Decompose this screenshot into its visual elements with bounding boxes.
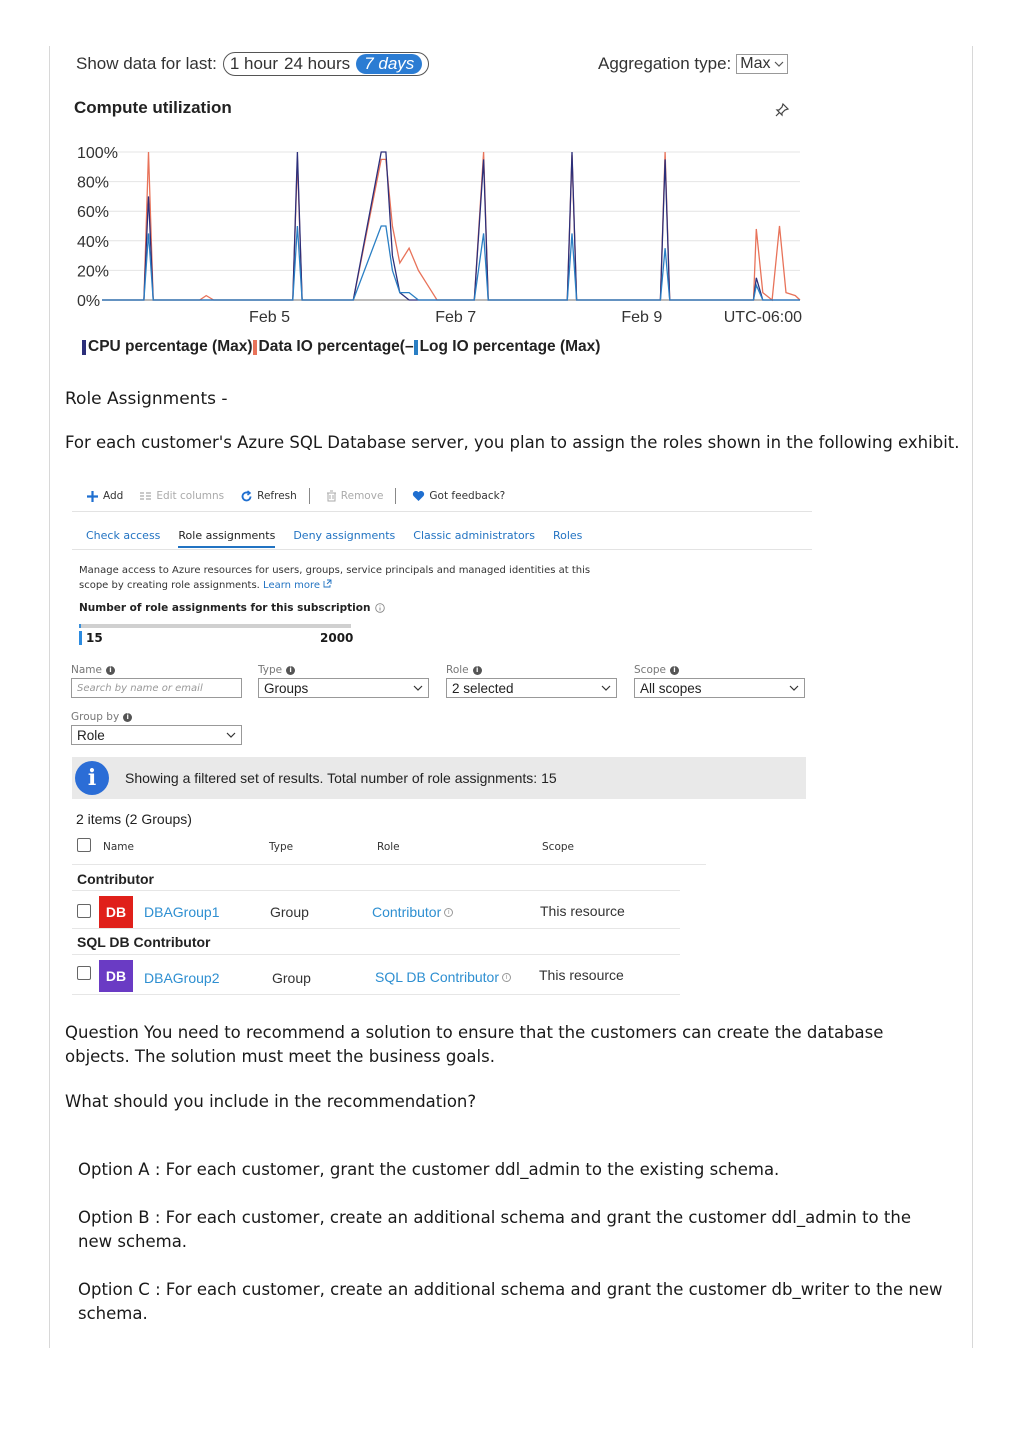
description-text bbox=[79, 563, 599, 593]
items-summary: 2 items (2 Groups) bbox=[76, 811, 192, 827]
toolbar-divider-line bbox=[72, 511, 812, 512]
y-tick-label: 40% bbox=[77, 233, 110, 251]
info-icon: i bbox=[286, 666, 295, 675]
info-icon: i bbox=[670, 666, 679, 675]
y-tick-label: 0% bbox=[77, 293, 101, 310]
tab-deny-assignments[interactable]: Deny assignments bbox=[293, 529, 396, 542]
column-header-role[interactable]: Role bbox=[377, 841, 400, 853]
y-tick-label: 20% bbox=[77, 263, 110, 281]
compute-utilization-panel bbox=[60, 46, 820, 376]
refresh-button[interactable] bbox=[240, 490, 297, 503]
role-assignments-panel bbox=[66, 478, 816, 1003]
filtered-results-banner bbox=[72, 757, 806, 799]
edit-columns-label: Edit columns bbox=[156, 490, 225, 502]
assignee-type: Group bbox=[270, 904, 309, 920]
type-filter-label bbox=[258, 664, 295, 676]
role-filter-value: 2 selected bbox=[452, 680, 514, 696]
group-avatar-icon: DB bbox=[99, 896, 133, 928]
row-divider bbox=[72, 928, 680, 929]
role-assignments-heading: Role Assignments - bbox=[65, 389, 228, 409]
chart-title: Compute utilization bbox=[74, 98, 232, 117]
x-tick-label: Feb 9 bbox=[621, 309, 663, 326]
feedback-button[interactable] bbox=[412, 490, 505, 502]
role-count-title bbox=[79, 602, 385, 614]
assignee-name-link[interactable]: DBAGroup2 bbox=[144, 970, 220, 986]
table-row[interactable] bbox=[72, 960, 706, 998]
time-range-row bbox=[76, 52, 429, 76]
pin-icon[interactable] bbox=[774, 102, 790, 118]
option-c[interactable]: Option C : For each customer, create an additional schema and grant the customer db_writer to the new schema. bbox=[78, 1280, 943, 1323]
time-range-selector bbox=[223, 52, 429, 76]
aggregation-label: Aggregation type: bbox=[598, 54, 732, 73]
learn-more-label: Learn more bbox=[263, 580, 321, 591]
edit-columns-button[interactable] bbox=[139, 490, 224, 502]
add-button-label: Add bbox=[103, 490, 124, 502]
legend-item-log-io[interactable] bbox=[414, 338, 601, 356]
feedback-label: Got feedback? bbox=[429, 490, 506, 502]
page-border-right bbox=[972, 46, 973, 1348]
option-a[interactable]: Option A : For each customer, grant the customer ddl_admin to the existing schema. bbox=[78, 1160, 780, 1179]
time-option-24-hours[interactable]: 24 hours bbox=[284, 54, 351, 73]
chevron-down-icon bbox=[601, 685, 611, 691]
role-link[interactable] bbox=[372, 904, 453, 920]
assignment-scope: This resource bbox=[539, 967, 624, 983]
aggregation-value: Max bbox=[740, 55, 771, 72]
chart-series bbox=[102, 152, 800, 300]
compute-utilization-chart bbox=[60, 136, 820, 326]
question-prompt: What should you include in the recommendation? bbox=[65, 1092, 477, 1111]
role-count-progress-fill bbox=[79, 624, 81, 628]
toolbar-divider bbox=[395, 488, 396, 504]
tab-bar bbox=[86, 529, 600, 548]
info-icon: i bbox=[473, 666, 482, 675]
group-by-label-text: Group by bbox=[71, 711, 120, 723]
role-link-label: SQL DB Contributor bbox=[375, 969, 499, 985]
role-link-label: Contributor bbox=[372, 904, 442, 920]
info-icon: i bbox=[444, 908, 453, 917]
add-button[interactable] bbox=[86, 490, 123, 503]
x-tick-label: Feb 7 bbox=[435, 309, 477, 326]
role-link[interactable] bbox=[375, 969, 511, 985]
type-filter-label-text: Type bbox=[258, 664, 283, 676]
x-axis-ticks bbox=[249, 309, 802, 326]
tab-role-assignments[interactable]: Role assignments bbox=[178, 529, 275, 548]
scope-filter-label bbox=[634, 664, 679, 676]
assignment-scope: This resource bbox=[540, 903, 625, 919]
time-option-1-hour[interactable]: 1 hour bbox=[229, 54, 279, 73]
legend-label-log-io: Log IO percentage (Max) bbox=[419, 338, 601, 355]
series-line-cpu bbox=[102, 152, 800, 300]
info-icon: i bbox=[106, 666, 115, 675]
name-search-placeholder: Search by name or email bbox=[77, 682, 203, 694]
group-by-value: Role bbox=[77, 727, 105, 743]
role-count-title-text: Number of role assignments for this subscription bbox=[79, 602, 371, 614]
role-count-progress-bar bbox=[79, 624, 351, 628]
group-by-select[interactable] bbox=[71, 725, 242, 745]
remove-label: Remove bbox=[340, 490, 384, 502]
chevron-down-icon bbox=[789, 685, 799, 691]
time-option-7-days[interactable]: 7 days bbox=[356, 54, 422, 74]
legend-item-cpu[interactable] bbox=[82, 338, 253, 356]
select-all-checkbox[interactable] bbox=[77, 838, 91, 852]
refresh-icon bbox=[240, 490, 253, 503]
chevron-down-icon bbox=[413, 685, 423, 691]
group-by-label bbox=[71, 711, 132, 723]
group-heading-contributor: Contributor bbox=[77, 871, 154, 887]
tab-check-access[interactable]: Check access bbox=[86, 529, 161, 542]
role-filter-label-text: Role bbox=[446, 664, 469, 676]
y-tick-label: 60% bbox=[77, 204, 110, 222]
trash-icon bbox=[326, 490, 337, 502]
scope-filter-value: All scopes bbox=[640, 680, 702, 696]
aggregation-row bbox=[598, 54, 788, 74]
column-header-type[interactable]: Type bbox=[269, 841, 294, 853]
external-link-icon bbox=[323, 579, 332, 588]
role-count-current: 15 bbox=[79, 631, 103, 645]
refresh-label: Refresh bbox=[257, 490, 297, 502]
info-icon: i bbox=[75, 761, 109, 795]
info-icon: i bbox=[123, 713, 132, 722]
row-divider bbox=[72, 994, 680, 995]
row-checkbox[interactable] bbox=[77, 966, 91, 980]
y-tick-label: 100% bbox=[77, 145, 118, 162]
series-line-log-io bbox=[102, 226, 800, 300]
tab-roles[interactable]: Roles bbox=[552, 529, 583, 542]
header-divider bbox=[72, 864, 706, 865]
group-divider bbox=[72, 890, 680, 891]
legend-swatch-cpu bbox=[82, 340, 86, 355]
y-axis-ticks bbox=[77, 145, 118, 310]
name-search-input[interactable] bbox=[71, 678, 242, 698]
y-tick-label: 80% bbox=[77, 174, 110, 192]
x-tick-label: Feb 5 bbox=[249, 309, 290, 326]
chart-gridlines bbox=[102, 152, 800, 300]
tab-classic-administrators[interactable]: Classic administrators bbox=[413, 529, 535, 542]
remove-button[interactable] bbox=[326, 490, 384, 502]
time-range-label: Show data for last: bbox=[76, 54, 217, 73]
assignee-name-link[interactable]: DBAGroup1 bbox=[144, 904, 220, 920]
timezone-label: UTC-06:00 bbox=[723, 309, 802, 326]
row-checkbox[interactable] bbox=[77, 904, 91, 918]
tabs-divider-line bbox=[72, 549, 812, 550]
group-heading-sql-db-contributor: SQL DB Contributor bbox=[77, 934, 211, 950]
columns-icon bbox=[139, 491, 152, 501]
legend-swatch-log-io bbox=[414, 340, 418, 355]
chevron-down-icon bbox=[226, 732, 236, 738]
assignee-type: Group bbox=[272, 970, 311, 986]
group-divider bbox=[72, 954, 680, 955]
aggregation-select[interactable] bbox=[736, 54, 787, 74]
chart-legend bbox=[82, 338, 600, 356]
info-icon: i bbox=[502, 973, 511, 982]
intro-paragraph: For each customer's Azure SQL Database server, you plan to assign the roles shown in the following exhibit. bbox=[65, 433, 960, 452]
toolbar-divider bbox=[309, 488, 310, 504]
name-filter-label-text: Name bbox=[71, 664, 102, 676]
legend-swatch-data-io bbox=[253, 340, 257, 355]
role-filter-label bbox=[446, 664, 482, 676]
option-b[interactable]: Option B : For each customer, create an additional schema and grant the customer ddl_admin to the new schema. bbox=[78, 1208, 911, 1251]
heart-icon bbox=[412, 490, 425, 502]
series-line-data-io bbox=[102, 152, 800, 300]
banner-text: Showing a filtered set of results. Total number of role assignments: 15 bbox=[125, 770, 557, 786]
legend-label-data-io: Data IO percentage(– bbox=[258, 338, 414, 355]
info-icon bbox=[375, 603, 385, 613]
column-header-name[interactable]: Name bbox=[103, 841, 134, 853]
name-filter-label bbox=[71, 664, 115, 676]
scope-filter-select[interactable] bbox=[634, 678, 805, 698]
type-filter-select[interactable] bbox=[258, 678, 429, 698]
learn-more-link[interactable] bbox=[263, 580, 320, 591]
table-header bbox=[72, 834, 706, 864]
description-body: Manage access to Azure resources for users, groups, service principals and managed identities at this scope by creating role assignments. bbox=[79, 565, 591, 591]
legend-label-cpu: CPU percentage (Max) bbox=[88, 338, 253, 355]
group-avatar-icon: DB bbox=[99, 960, 133, 992]
scope-filter-label-text: Scope bbox=[634, 664, 666, 676]
legend-item-data-io[interactable] bbox=[253, 338, 414, 356]
page-border-left bbox=[49, 46, 50, 1348]
toolbar bbox=[86, 488, 521, 504]
role-filter-select[interactable] bbox=[446, 678, 617, 698]
column-header-scope[interactable]: Scope bbox=[542, 841, 574, 853]
question-text: Question You need to recommend a solution to ensure that the customers can create the database objects. The solution must meet the business goals. bbox=[65, 1023, 884, 1066]
chevron-down-icon bbox=[774, 61, 784, 67]
plus-icon bbox=[86, 490, 99, 503]
type-filter-value: Groups bbox=[264, 680, 309, 696]
role-count-max: 2000 bbox=[320, 631, 354, 645]
